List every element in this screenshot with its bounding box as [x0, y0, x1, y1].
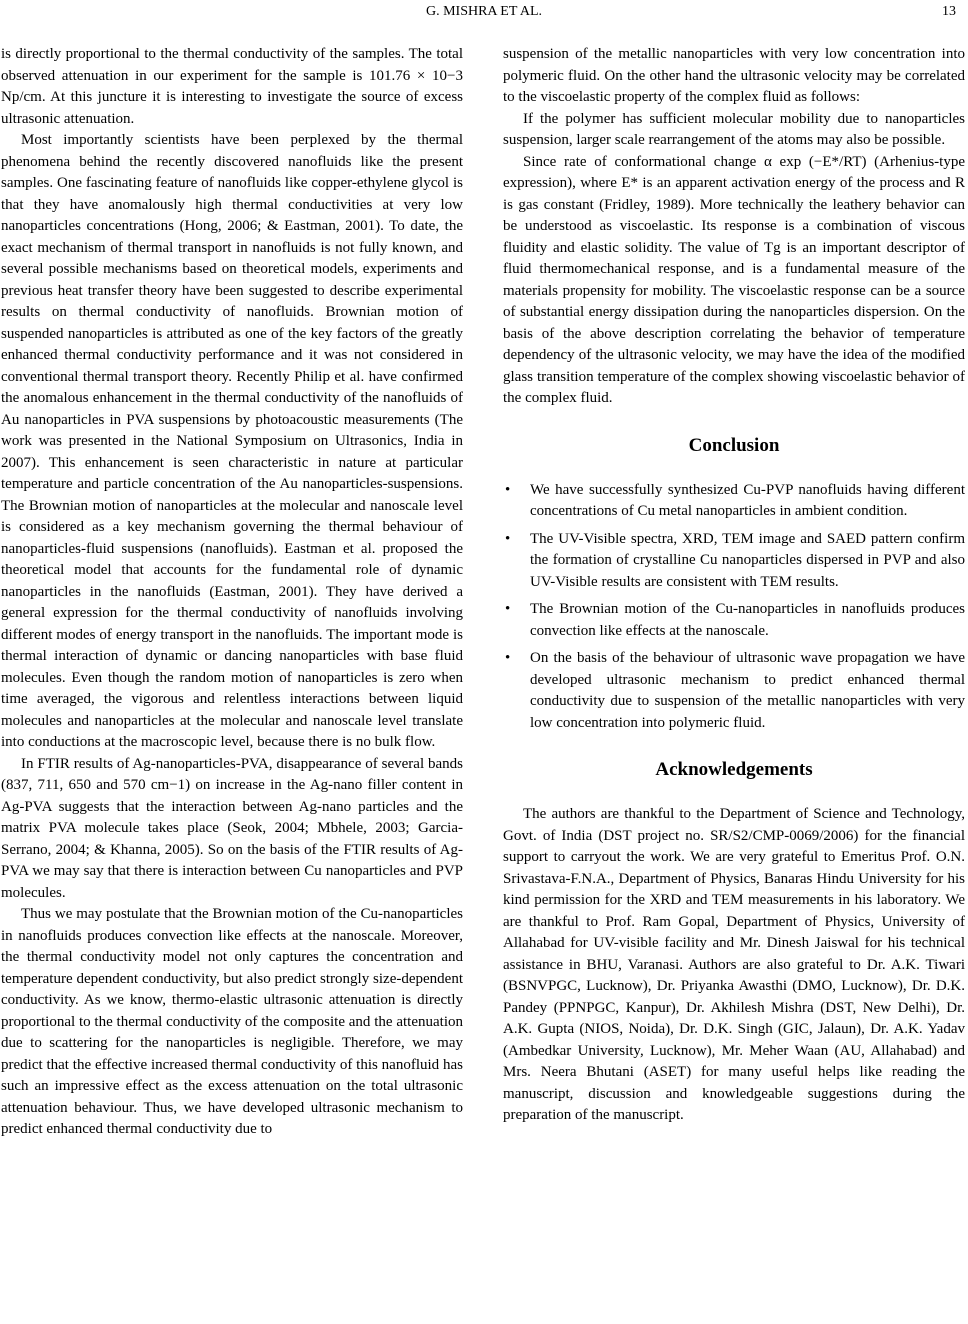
- page-number: 13: [942, 4, 956, 19]
- paragraph: If the polymer has sufficient molecular mobility due to nanoparticles suspension, larger scale rearrangement of the atoms may also be possible.: [503, 110, 965, 148]
- running-head: G. MISHRA ET AL.: [425, 4, 543, 19]
- bullet-icon: •: [505, 530, 511, 547]
- list-item-text: We have successfully synthesized Cu-PVP nanofluids having different concentrations of Cu metal nanoparticles in ambient condition.: [530, 481, 965, 519]
- list-item: [503, 529, 965, 594]
- running-header: [0, 0, 968, 30]
- right-column: [503, 44, 965, 1127]
- conclusion-list: [503, 480, 965, 735]
- bullet-icon: •: [505, 650, 511, 666]
- left-column: [1, 44, 463, 1141]
- paragraph: Thus we may postulate that the Brownian motion of the Cu-nanoparticles in nanofluids produces convection like effects at the nanoscale. Moreover, the thermal conductivity model not only captures the concentration and temperature dependent conductivity, but also predict strongly size-dependent conductivity. As we know, thermo-elastic ultrasonic attenuation is directly proportional to the thermal conductivity of the composite and the attenuation due to scattering for the nanoparticles is negligible. Therefore, we may predict that the effective increased thermal conductivity of this nanofluid has such an impressive effect as the excess attenuation on the total ultrasonic attenuation behaviour. Thus, we have developed ultrasonic mechanism to predict enhanced thermal conductivity due to: [1, 906, 463, 1137]
- list-item-text: On the basis of the behaviour of ultrasonic wave propagation we have developed ultrasonic mechanism to predict enhanced thermal conductivity due to suspension of the metallic nanoparticles with very low concentration into polymeric fluid.: [530, 650, 965, 731]
- list-item: [503, 599, 965, 642]
- conclusion-heading: Conclusion: [688, 434, 780, 456]
- acknowledgements-heading: Acknowledgements: [655, 759, 813, 780]
- bullet-icon: •: [505, 481, 511, 498]
- paragraph: In FTIR results of Ag-nanoparticles-PVA, disappearance of several bands (837, 711, 650 and 570 cm−1) on increase in the Ag-nano filler content in Ag-PVA suggests that the interaction between Ag-nano particles and the matrix PVA molecule takes place (Seok, 2004; Mbhele, 2003; Garcia-Serrano, 2004; & Khanna, 2005). So on the basis of the FTIR results of Ag-PVA we may say that there is interaction between Cu nanoparticles and PVP molecules.: [1, 755, 463, 901]
- list-item-text: The Brownian motion of the Cu-nanoparticles in nanofluids produces convection like effects at the nanoscale.: [530, 601, 965, 639]
- bullet-icon: •: [505, 601, 511, 617]
- paragraph: suspension of the metallic nanoparticles with very low concentration into polymeric fluid. On the other hand the ultrasonic velocity may be correlated to the viscoelastic property of the complex fluid as follows:: [503, 46, 965, 105]
- list-item-text: The UV-Visible spectra, XRD, TEM image and SAED pattern confirm the formation of crystalline Cu nanoparticles dispersed in PVP and also UV-Visible results are consistent with TEM results.: [530, 530, 965, 590]
- paragraph: Since rate of conformational change α exp (−E*/RT) (Arhenius-type expression), where E* is an apparent activation energy of the process and R is gas constant (Fridley, 1989). More technically the leathery behavior can be understood as viscoelastic. Its response is a combination of viscous fluidity and elastic solidity. The value of Tg is an important descriptor of fluid thermomechanical response, and is a fundamental measure of the materials propensity for mobility. The viscoelastic response can be a source of substantial energy dissipation during the nanoparticles dispersion. On the basis of the above description correlating the behavior of temperature dependency of the ultrasonic velocity, we may have the idea of the modified glass transition temperature of the complex showing viscoelastic behavior of the complex fluid.: [503, 153, 965, 406]
- paragraph: is directly proportional to the thermal conductivity of the samples. The total observed attenuation in our experiment for the sample is 101.76 × 10−3 Np/cm. At this juncture it is interesting to investigate the source of excess ultrasonic attenuation.: [1, 46, 463, 127]
- list-item: [503, 648, 965, 734]
- paragraph: The authors are thankful to the Department of Science and Technology, Govt. of India (DST project no. SR/S2/CMP-0069/2006) for the financial support to carryout the work. We are very grateful to Emeritus Prof. O.N. Srivastava-F.N.A., Department of Physics, Banaras Hindu University for his kind permission for the XRD and TEM measurements in his laboratory. We are thankful to Prof. Ram Gopal, Department of Physics, University of Allahabad for UV-visible facility and Mr. Dinesh Jaiswal for his technical assistance in BHU, Varanasi. Authors are also grateful to Dr. A.K. Tiwari (BSNVPGC, Lucknow), Dr. Priyanka Awasthi (DMO, Lucknow), Dr. D.K. Pandey (PPNPGC, Kanpur), Dr. Akhilesh Mishra (DST, New Delhi), Dr. A.K. Gupta (NIOS, Noida), Dr. D.K. Singh (GIC, Jalaun), Dr. A.K. Yadav (Ambedkar University, Lucknow), Mr. Meher Waan (AU, Allahabad) and Mrs. Neera Bhutani (ASET) for many useful helps like reading the manuscript, discussion and knowledgeable suggestions during the preparation of the manuscript.: [503, 806, 965, 1123]
- paragraph: Most importantly scientists have been perplexed by the thermal phenomena behind the recently discovered nanofluids like the present samples. One fascinating feature of nanofluids like copper-ethylene glycol is that they have anomalously high thermal conductivities at very low nanoparticles concentrations (Hong, 2006; & Eastman, 2001). To date, the exact mechanism of thermal transport in nanofluids is not fully known, and several possible mechanisms based on theoretical models, experiments and previous heat transfer theory have been suggested to describe experimental results on thermal conductivity of nanofluids. Brownian motion of suspended nanoparticles is attributed as one of the key factors of the greatly enhanced thermal conductivity performance and it was not considered in conventional thermal transport theory. Recently Philip et al. have confirmed the anomalous enhancement in the thermal conductivity of the nanofluids of Au nanoparticles in PVA suspensions by photoacoustic measurements (The work was presented in the National Symposium on Ultrasonics, India in 2007). This enhancement is seen characteristic in nature at particular temperature and particle concentration of the Au nanoparticles-suspensions. The Brownian motion of nanoparticles at the molecular and nanoscale level is considered as a key mechanism governing the thermal behaviour of nanoparticles-fluid suspensions (nanofluids). Eastman et al. proposed the theoretical model that accounts for the fundamental role of dynamic nanoparticles in the nanofluids (Eastman, 2001). They have derived a general expression for the thermal conductivity of nanofluids involving different modes of energy transport in the nanofluids. The important mode is thermal interaction of dynamic or dancing nanoparticles with base fluid molecules. Even though the random motion of nanoparticles is zero when time averaged, the vigorous and relentless interactions between liquid molecules and nanoparticles at the molecular and nanoscale level translate into conductions at the macroscopic level, because there is no bulk flow.: [1, 132, 463, 750]
- list-item: [503, 480, 965, 523]
